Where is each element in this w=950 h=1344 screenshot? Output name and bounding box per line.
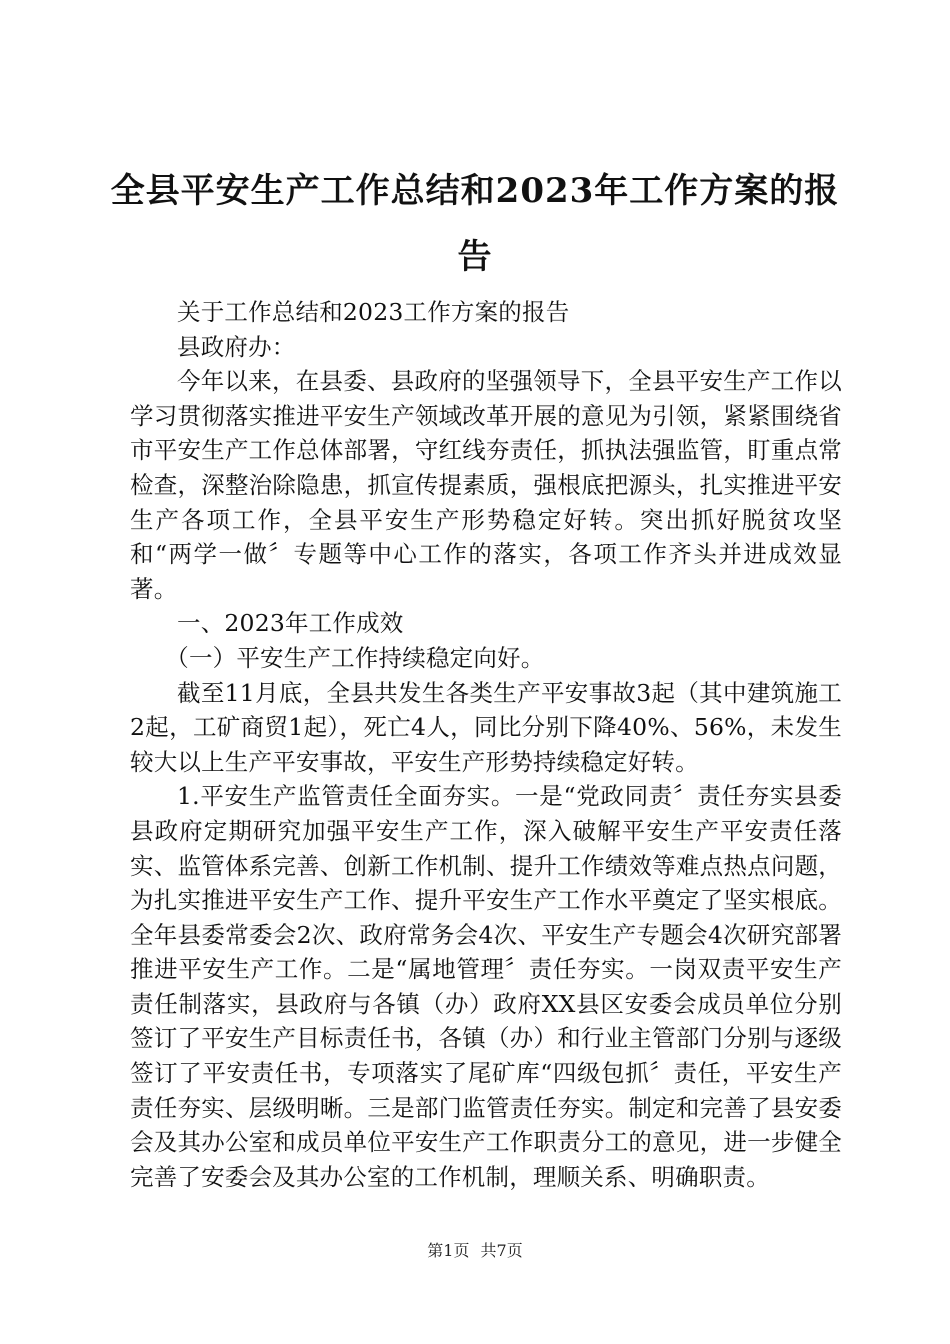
intro-paragraph: 今年以来，在县委、县政府的坚强领导下，全县平安生产工作以学习贯彻落实推进平安生产领域改革开展的意见为引领，紧紧围绕省市平安生产工作总体部署，守红线夯责任，抓执法强监管，盯重点常检查，深整治除隐患，抓宣传提素质，强根底把源头，扎实推进平安生产各项工作，全县平安生产形势稳定好转。突出抓好脱贫攻坚和“两学一做〞专题等中心工作的落实，各项工作齐头并进成效显著。 [130,367,842,603]
section-heading: 一、2023年工作成效 [177,609,404,638]
subject-line: 关于工作总结和2023工作方案的报告 [177,298,570,326]
statistics-paragraph: 截至11月底，全县共发生各类生产平安事故3起（其中建筑施工2起，工矿商贸1起），死亡4人，同比分别下降40%、56%，未发生较大以上生产平安事故，平安生产形势持续稳定好转。 [130,678,842,776]
document-body [130,295,842,1194]
subsection-heading: （一）平安生产工作持续稳定向好。 [165,643,545,672]
responsibility-paragraph: 1.平安生产监管责任全面夯实。一是“党政同责〞责任夯实县委县政府定期研究加强平安生产工作，深入破解平安生产平安责任落实、监管体系完善、创新工作机制、提升工作绩效等难点热点问题，为扎实推进平安生产工作、提升平安生产工作水平奠定了坚实根底。全年县委常委会2次、政府常务会4次、平安生产专题会4次研究部署推进平安生产工作。二是“属地管理〞责任夯实。一岗双责平安生产责任制落实，县政府与各镇（办）政府XX县区安委会成员单位分别签订了平安生产目标责任书，各镇（办）和行业主管部门分别与逐级签订了平安责任书，专项落实了尾矿库“四级包抓〞责任，平安生产责任夯实、层级明晰。三是部门监管责任夯实。制定和完善了县安委会及其办公室和成员单位平安生产工作职责分工的意见，进一步健全完善了安委会及其办公室的工作机制，理顺关系、明确职责。 [130,782,842,1191]
document-title: 全县平安生产工作总结和2023年工作方案的报告 [110,171,840,277]
addressee-line: 县政府办： [177,332,296,361]
page-footer [0,1241,950,1261]
page-total: 共7页 [480,1241,523,1260]
page-number: 第1页 [427,1241,470,1260]
